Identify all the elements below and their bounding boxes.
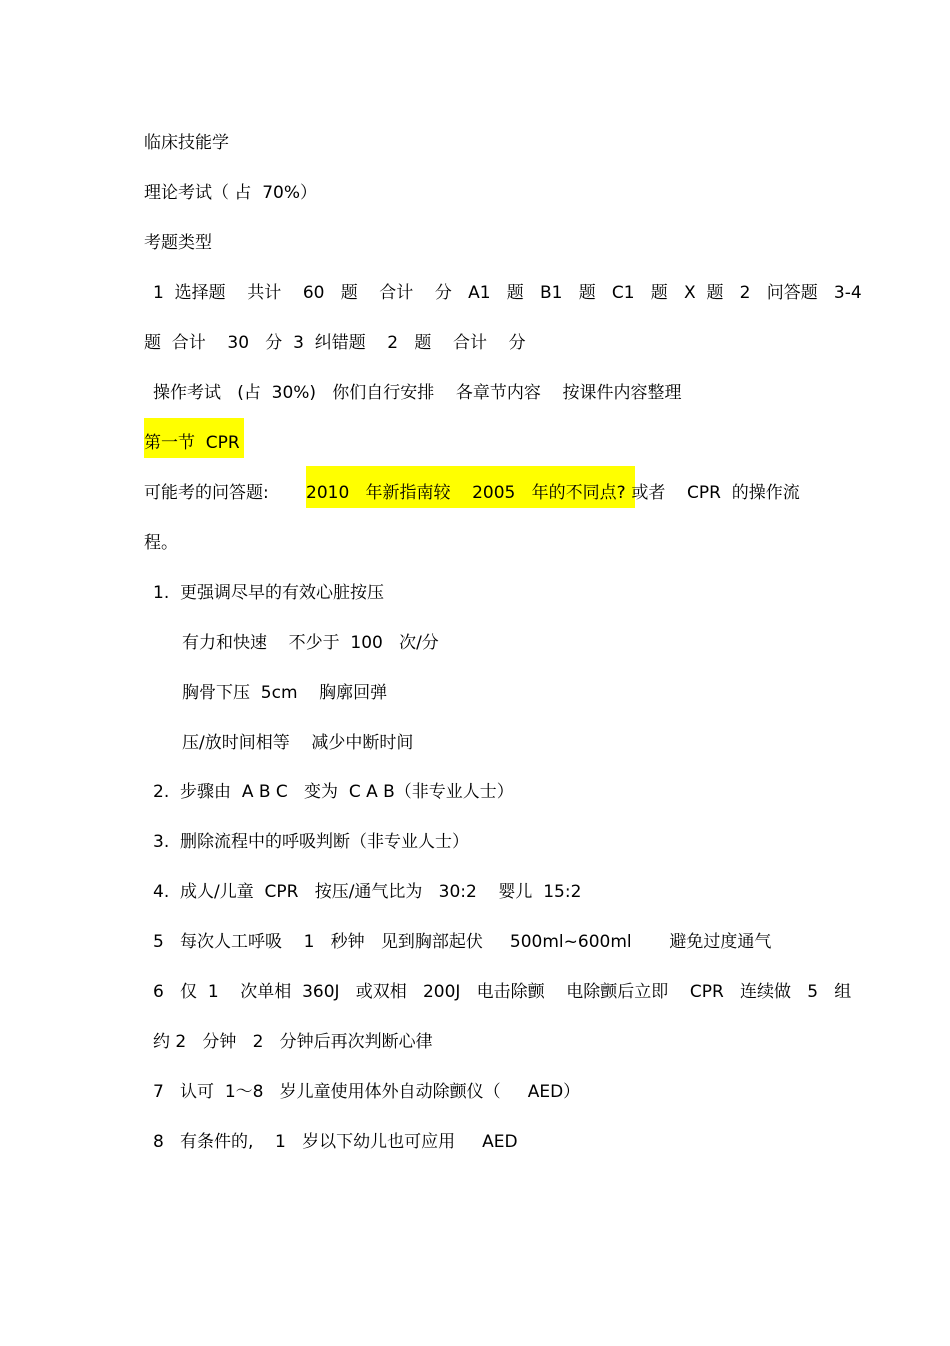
question-types-line-2: 题 合计 30 分 3 纠错题 2 题 合计 分 <box>144 333 526 353</box>
possible-question-continuation: 程。 <box>144 533 178 553</box>
list-item: 约 2 分钟 2 分钟后再次判断心律 <box>153 1032 433 1052</box>
list-item: 有力和快速 不少于 100 次/分 <box>182 633 439 653</box>
possible-question-suffix: 或者 CPR 的操作流 <box>626 483 800 503</box>
list-item: 4. 成人/儿童 CPR 按压/通气比为 30:2 婴儿 15:2 <box>153 882 582 902</box>
possible-question-highlight: 2010 年新指南较 2005 年的不同点? <box>306 483 626 503</box>
list-item: 压/放时间相等 减少中断时间 <box>182 733 414 753</box>
list-item: 5 每次人工呼吸 1 秒钟 见到胸部起伏 500ml~600ml 避免过度通气 <box>153 932 772 952</box>
practical-exam-line: 操作考试 (占 30%) 你们自行安排 各章节内容 按课件内容整理 <box>153 383 682 403</box>
document-title: 临床技能学 <box>144 133 229 153</box>
section-title: 第一节 CPR <box>144 433 240 453</box>
list-item: 胸骨下压 5cm 胸廓回弹 <box>182 683 388 703</box>
list-item: 3. 删除流程中的呼吸判断（非专业人士） <box>153 832 470 852</box>
list-item: 2. 步骤由 A B C 变为 C A B（非专业人士） <box>153 782 514 802</box>
question-types-line-1: 1 选择题 共计 60 题 合计 分 A1 题 B1 题 C1 题 X 题 2 问答题 3-4 <box>153 283 862 303</box>
list-item: 1. 更强调尽早的有效心脏按压 <box>153 583 385 603</box>
theory-exam-line: 理论考试（ 占 70%） <box>144 183 317 203</box>
possible-question-label: 可能考的问答题: <box>144 483 269 503</box>
list-item: 7 认可 1～8 岁儿童使用体外自动除颤仪（ AED） <box>153 1082 581 1102</box>
list-item: 8 有条件的, 1 岁以下幼儿也可应用 AED <box>153 1132 518 1152</box>
list-item: 6 仅 1 次单相 360J 或双相 200J 电击除颤 电除颤后立即 CPR 连续做 5 组 <box>153 982 852 1002</box>
question-types-heading: 考题类型 <box>144 233 212 253</box>
